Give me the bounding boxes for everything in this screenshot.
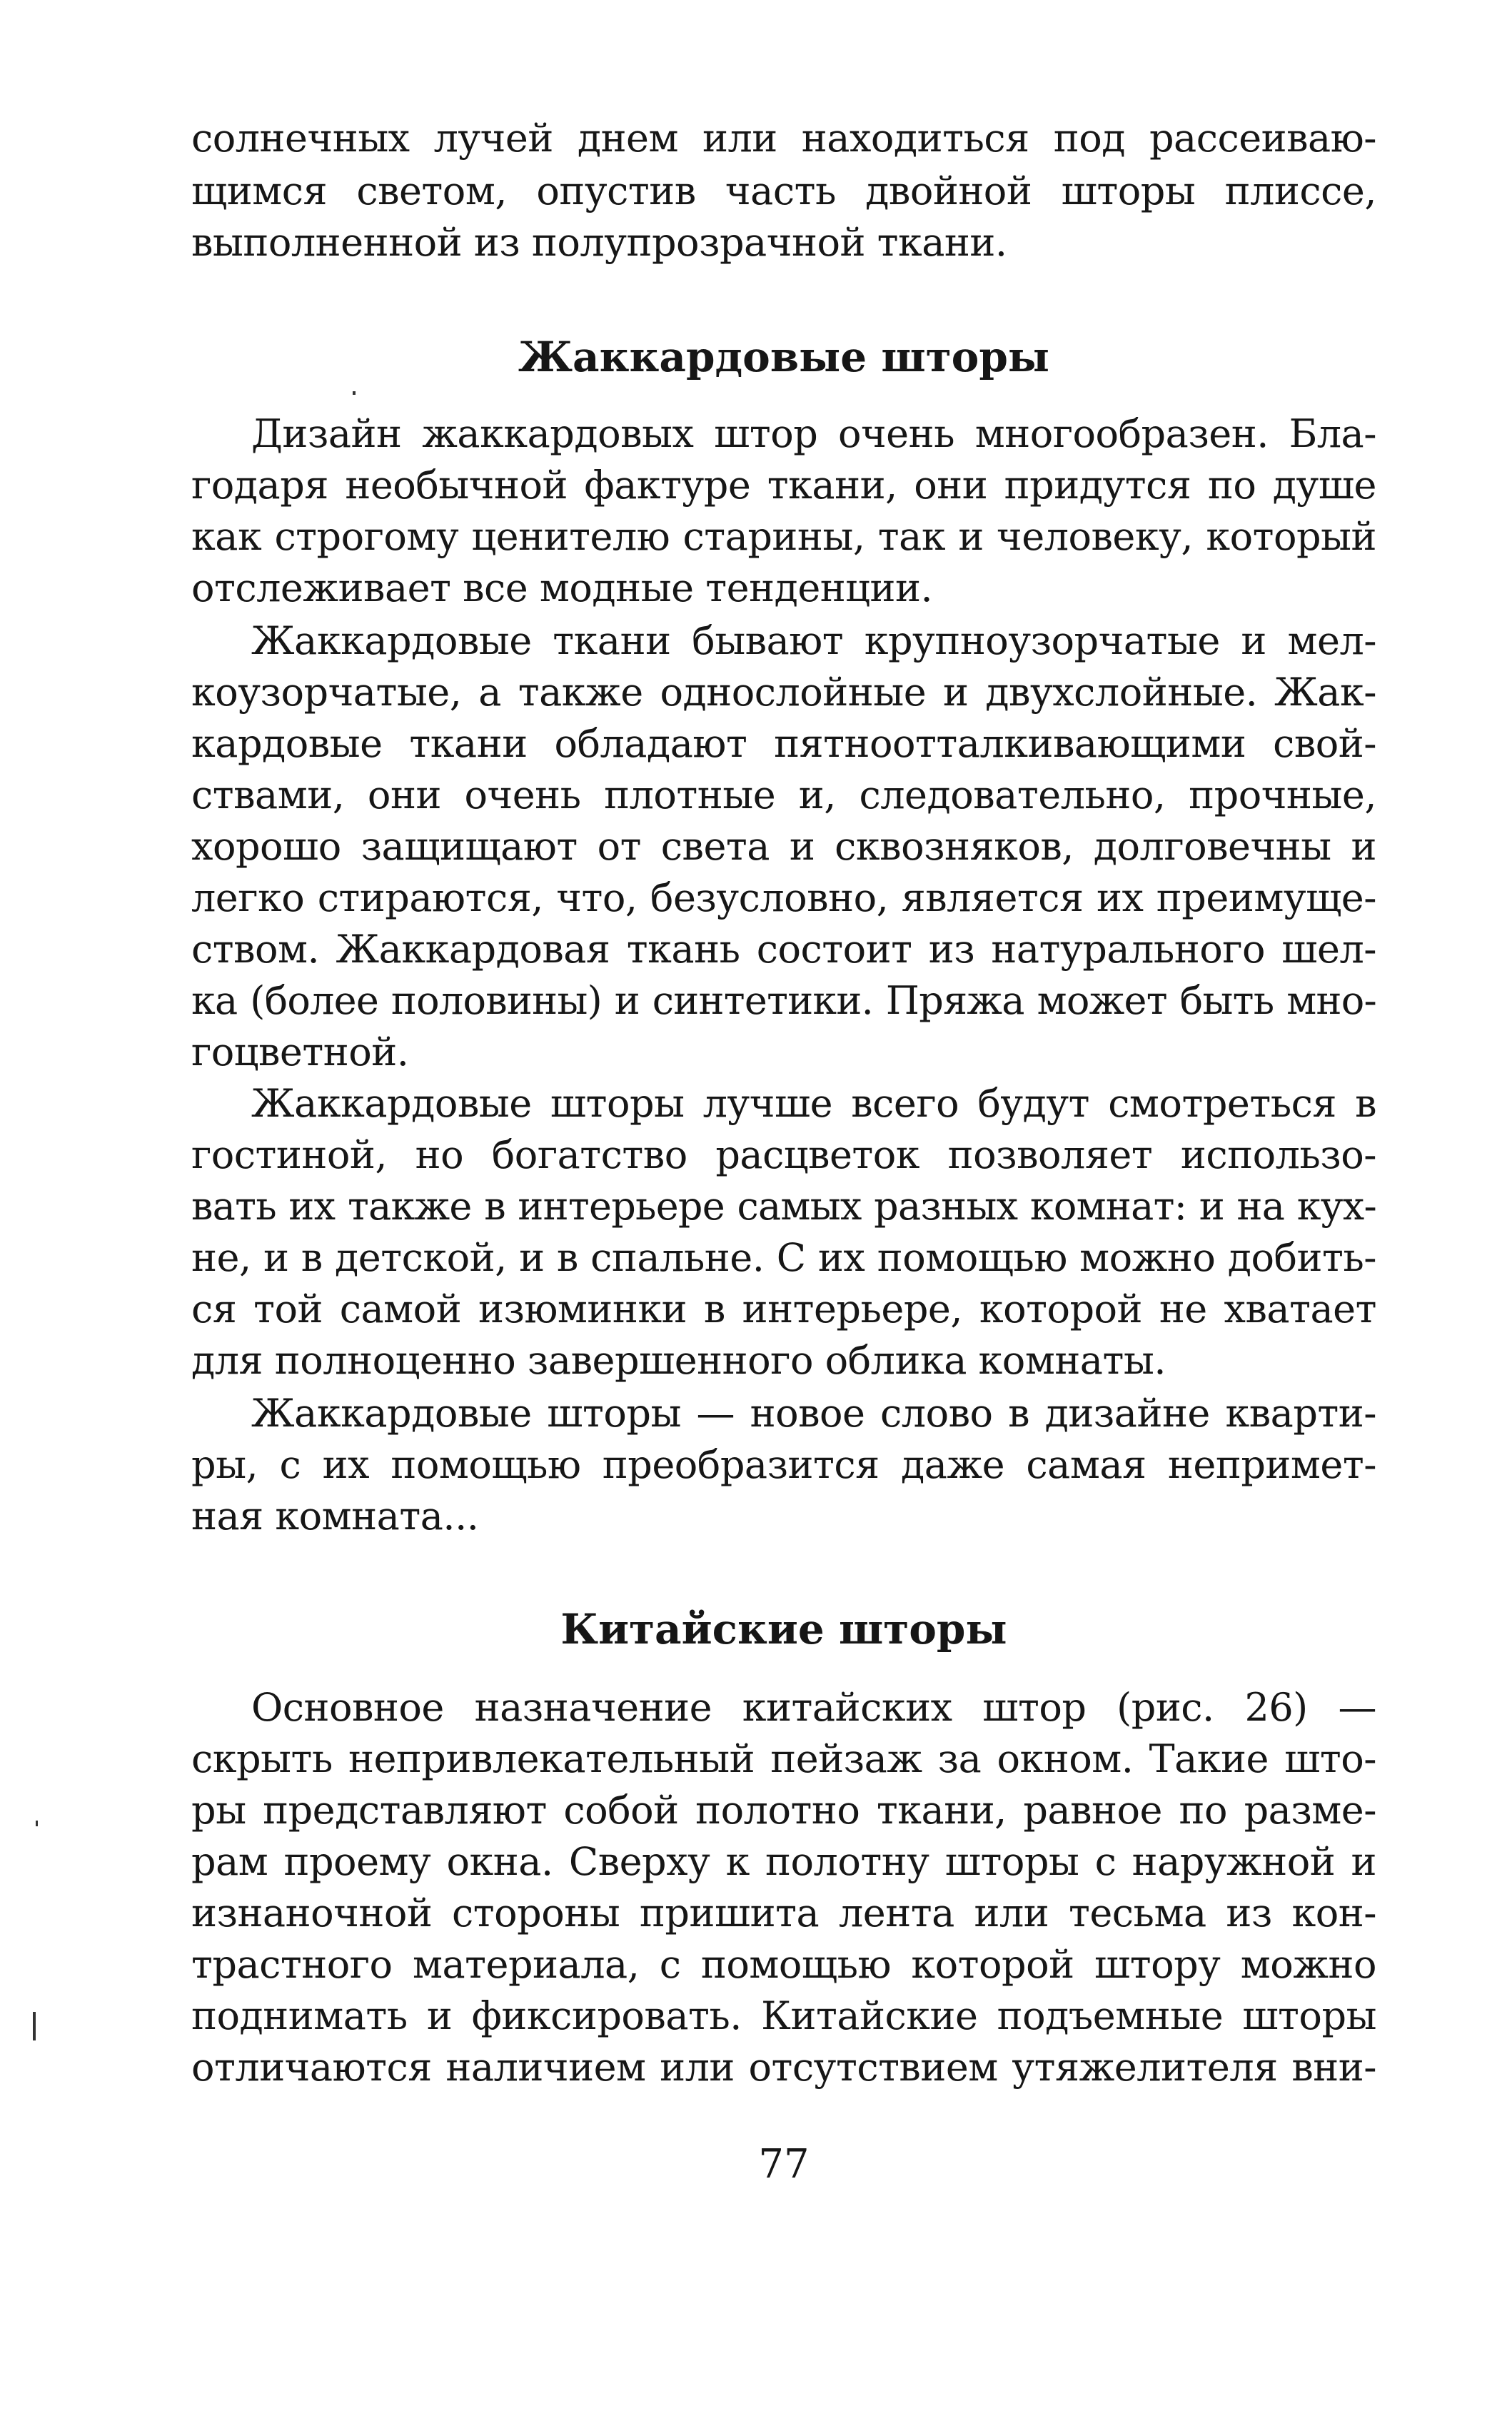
text-line: ка (более половины) и синтетики. Пряжа может быть мно-: [191, 978, 1376, 1023]
text-line: гоцветной.: [191, 1030, 409, 1074]
text-line: кардовые ткани обладают пятноотталкивающими свой-: [191, 721, 1376, 766]
text-line: щимся светом, опустив часть двойной шторы плиссе,: [191, 168, 1376, 213]
text-line: годаря необычной фактуре ткани, они придутся по душе: [191, 463, 1376, 508]
text-line: скрыть непривлекательный пейзаж за окном. Такие што-: [191, 1736, 1376, 1781]
text-line: ная комната...: [191, 1494, 479, 1539]
text-line: ры, с их помощью преобразится даже самая непримет-: [191, 1442, 1376, 1487]
text-line: отличаются наличием или отсутствием утяжелителя вни-: [191, 2045, 1376, 2090]
text-line: ся той самой изюминки в интерьере, которой не хватает: [191, 1287, 1376, 1332]
text-line: легко стираются, что, безусловно, является их преимуще-: [191, 875, 1376, 920]
text-line: ством. Жаккардовая ткань состоит из натурального шел-: [191, 927, 1376, 972]
text-line: не, и в детской, и в спальне. С их помощью можно добить-: [191, 1235, 1376, 1280]
text-line: Основное назначение китайских штор (рис. 26) —: [251, 1685, 1376, 1730]
page-number: 77: [758, 2141, 810, 2188]
text-line: как строгому ценителю старины, так и человеку, который: [191, 514, 1376, 559]
text-line: Жаккардовые шторы лучше всего будут смотреться в: [251, 1081, 1376, 1126]
text-line: для полноценно завершенного облика комнаты.: [191, 1338, 1166, 1383]
text-line: солнечных лучей днем или находиться под рассеиваю-: [191, 116, 1376, 161]
text-line: Жаккардовые ткани бывают крупноузорчатые и мел-: [251, 618, 1376, 663]
scan-speck: [36, 1821, 38, 1826]
text-line: хорошо защищают от света и сквозняков, долговечны и: [191, 824, 1376, 869]
text-line: ствами, они очень плотные и, следовательно, прочные,: [191, 772, 1376, 817]
text-line: отслеживает все модные тенденции.: [191, 565, 933, 610]
text-line: выполненной из полупрозрачной ткани.: [191, 220, 1007, 265]
text-line: поднимать и фиксировать. Китайские подъемные шторы: [191, 1993, 1376, 2038]
text-line: Жаккардовые шторы — новое слово в дизайне кварти-: [251, 1391, 1376, 1436]
section-heading-chinese: Китайские шторы: [560, 1605, 1007, 1654]
text-line: изнаночной стороны пришита лента или тесьма из кон-: [191, 1891, 1376, 1936]
scan-speck: [353, 391, 356, 395]
scan-speck: [33, 2012, 36, 2040]
text-line: коузорчатые, а также однослойные и двухслойные. Жак-: [191, 670, 1376, 715]
text-line: вать их также в интерьере самых разных комнат: и на кух-: [191, 1184, 1376, 1229]
text-line: трастного материала, с помощью которой штору можно: [191, 1942, 1376, 1987]
text-line: рам проему окна. Сверху к полотну шторы с наружной и: [191, 1839, 1376, 1884]
section-heading-jacquard: Жаккардовые шторы: [518, 333, 1050, 381]
text-line: ры представляют собой полотно ткани, равное по разме-: [191, 1788, 1376, 1833]
text-line: гостиной, но богатство расцветок позволяет использо-: [191, 1132, 1376, 1177]
text-line: Дизайн жаккардовых штор очень многообразен. Бла-: [251, 411, 1376, 456]
